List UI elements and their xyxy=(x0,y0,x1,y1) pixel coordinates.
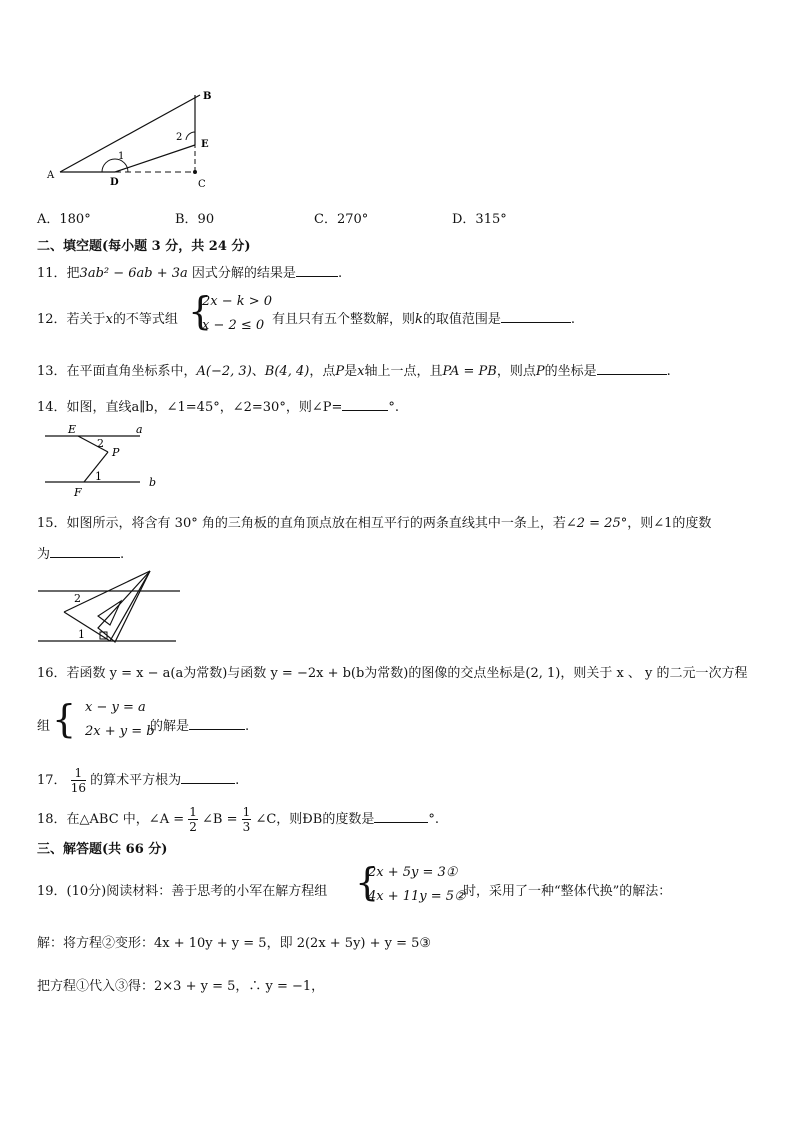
question-16-tail: 的解是 . xyxy=(150,719,250,734)
question-14: 14．如图，直线a∥b，∠1=45°，∠2=30°，则∠P= °. xyxy=(37,400,399,415)
angle-1-label: 1 xyxy=(78,628,85,641)
angle-1-label: 1 xyxy=(118,151,125,162)
question-15-line-1: 15．如图所示，将含有 30° 角的三角板的直角顶点放在相互平行的两条直线其中一条上，若∠2 = 25°，则∠1的度数 xyxy=(37,516,712,531)
triangle-figure xyxy=(40,85,220,195)
label-a: a xyxy=(136,423,143,436)
q16-eq-2: 2x + y = b xyxy=(85,724,155,739)
label-P: P xyxy=(112,446,120,459)
question-12: 12．若关于x的不等式组 xyxy=(37,312,178,327)
option-c: C．270° xyxy=(314,212,369,227)
q12-ineq-1: 2x − k > 0 xyxy=(202,294,273,309)
question-18: 18．在△ABC 中，∠A = $\frac{1}{2}$ ∠B = $\frac{1}{3}$ ∠C，则ÐB的度数是 °. xyxy=(37,805,439,834)
question-15-line-2: 为 . xyxy=(37,547,125,562)
label-b: b xyxy=(149,476,157,489)
question-19: 19．(10分)阅读材料：善于思考的小军在解方程组 xyxy=(37,884,328,899)
system-brace: { xyxy=(188,289,213,333)
option-a: A．180° xyxy=(37,212,91,227)
question-17: 17． $\frac{1}{16}$ 的算术平方根为 . xyxy=(37,766,240,795)
q19-eq-1: 2x + 5y = 3① xyxy=(368,865,458,880)
solution-step-1: 解：将方程②变形：4x + 10y + y = 5，即 2(2x + 5y) + y = 5③ xyxy=(37,936,432,951)
angle-2-label: 2 xyxy=(74,592,81,605)
label-E: E xyxy=(68,423,77,436)
q19-eq-2: 4x + 11y = 5② xyxy=(368,889,466,904)
parallel-lines-figure xyxy=(40,420,170,500)
angle-2-label: 2 xyxy=(97,437,104,450)
system-brace: { xyxy=(355,860,380,904)
triangle-ruler-figure xyxy=(38,568,188,646)
label-C: C xyxy=(198,179,206,190)
option-b: B．90 xyxy=(175,212,215,227)
question-16-line-1: 16．若函数 y = x − a(a为常数)与函数 y = −2x + b(b为常数)的图像的交点坐标是(2, 1)，则关于 x 、 y 的二元一次方程 xyxy=(37,666,748,681)
system-brace: { xyxy=(52,697,77,741)
label-D: D xyxy=(110,177,119,188)
q12-ineq-2: x − 2 ≤ 0 xyxy=(202,318,265,333)
label-A: A xyxy=(47,170,55,181)
question-12-tail: 有且只有五个整数解，则k的取值范围是 . xyxy=(272,312,576,327)
question-19-tail: 时，采用了一种“整体代换”的解法： xyxy=(463,884,672,899)
question-13: 13．在平面直角坐标系中，A(−2, 3)、B(4, 4)，点P是x轴上一点，且PA = PB，则点P的坐标是 . xyxy=(37,364,671,379)
section-2-heading: 二、填空题(每小题 3 分，共 24 分) xyxy=(37,239,251,254)
section-3-heading: 三、解答题(共 66 分) xyxy=(37,842,168,857)
angle-2-label: 2 xyxy=(176,132,183,143)
solution-step-2: 把方程①代入③得：2×3 + y = 5，∴ y = −1， xyxy=(37,979,325,994)
question-16-prefix: 组 xyxy=(37,719,51,734)
question-11: 11．把3ab² − 6ab + 3a 因式分解的结果是 . xyxy=(37,266,343,281)
label-B: B xyxy=(203,91,212,102)
option-d: D．315° xyxy=(452,212,507,227)
label-E: E xyxy=(201,139,209,150)
label-F: F xyxy=(74,486,82,499)
q16-eq-1: x − y = a xyxy=(85,700,146,715)
angle-1-label: 1 xyxy=(95,470,102,483)
